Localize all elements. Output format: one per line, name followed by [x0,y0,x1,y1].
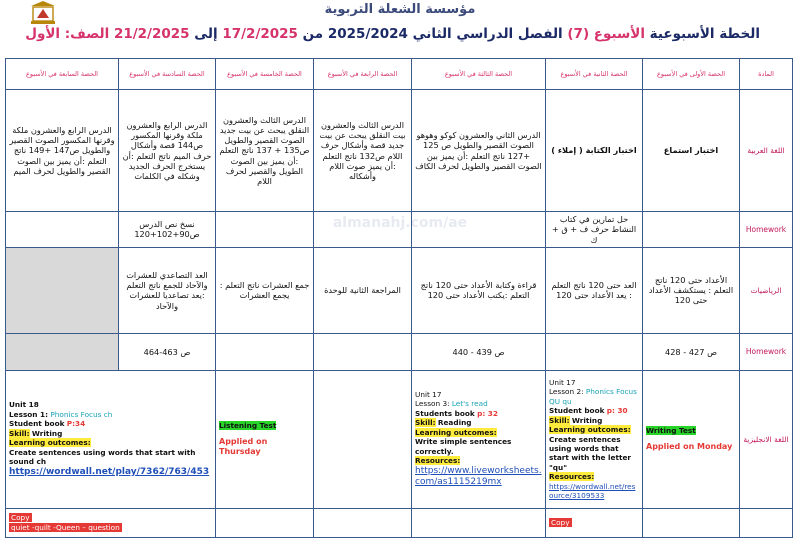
copy-label-period-6-7: Copy [11,513,30,523]
math-row [6,247,793,333]
e3-lesson: Lesson 3: [415,399,450,409]
watermark: almanahj.com/ae [332,215,468,231]
col-period-5: الحصة الخامسة في الأسبوع [216,59,314,90]
arabic-period-3: الدرس الثاني والعشرون كوكو وهوهو الصوت القصير والطويل ص 125 +127 ناتج التعلم :أن يميز بين الصوت القصير والطويل لحرف الكاف [412,90,546,212]
arabic-period-4: الدرس الثالث والعشرون بيت النقلق يبحث عن بيت جديد قصة وأشكال حرف اللام ص132 ناتج التعلم :أن يميز صوت اللام وأشكاله [314,90,412,212]
e67-outcomes: Create sentences using words that start with sound ch [9,447,196,467]
col-period-6: الحصة السادسة في الأسبوع [119,59,216,90]
e67-page: P:34 [66,419,86,429]
title-part1: الخطة الأسبوعية [649,26,760,42]
e3-unit: Unit 17 [415,389,442,399]
class-label: الصف: الأول [25,26,110,42]
e2-page: p: 30 [606,406,628,416]
e3-outcomes-label: Learning outcomes: [415,427,497,437]
col-subject: المادة [740,59,793,90]
arabic-period-5: الدرس الثالث والعشرون النقلق يبحث عن بيت جديد الصوت القصير والطويل ص135 + 137 ناتج التعلم :أن يميز بين الصوت الطويل والقصير لحرف اللام [216,90,314,212]
hw2-period-7 [6,333,119,370]
col-period-2: الحصة الثانية في الأسبوع [546,59,643,90]
col-period-7: الحصة السابعة في الأسبوع [6,59,119,90]
math-period-4: المراجعة الثانية للوحدة [314,247,412,333]
hw1-period-7 [6,212,119,248]
applied-thursday: Applied on Thursday [219,436,268,456]
e2-skill: Writing [571,415,603,425]
e3-lesson-topic: Let's read [451,399,488,409]
e2-lesson-topic: Phonics Focus [585,387,637,397]
hw2-period-5 [216,333,314,370]
e67-book: Student book [9,419,65,429]
e3-page: p: 32 [477,408,498,418]
arabic-period-6: الدرس الرابع والعشرون ملكة وقرنها المكسور ص144 قصة وأشكال حرف الميم ناتج التعلم :أن يستخرج الحرف الجديد وشكله في الكلمات [119,90,216,212]
copy-period-1 [643,508,740,537]
copy-subject [740,508,793,537]
header-row [6,59,793,90]
date-from: 17/2/2025 [222,26,298,42]
e2-sound: QU qu [549,396,572,406]
plan-title [25,26,760,42]
school-name: مؤسسة الشعلة التربوية [324,2,476,17]
e2-resource-link[interactable]: https://wordwall.net/resource/3109533 [549,481,636,501]
copy-label-period-2: Copy [551,518,570,527]
hw1-period-2: حل تمارين في كتاب النشاط حرف ف + ق + ك [546,212,643,248]
title-week: الأسبوع (7) [567,26,645,42]
copy-period-3 [412,508,546,537]
arabic-period-1: اختبار استماع [643,90,740,212]
applied-monday: Applied on Monday [646,441,733,451]
english-period-2 [546,370,643,508]
e67-skill: Writing [31,428,63,438]
copy-period-2 [546,508,643,537]
col-period-4: الحصة الرابعة في الأسبوع [314,59,412,90]
e2-skill-label: Skill: [549,415,570,425]
copy-period-6-7 [6,508,216,537]
col-period-1: الحصة الأولى في الأسبوع [643,59,740,90]
homework-row-1 [6,212,793,248]
english-period-6-7 [6,370,216,508]
english-period-4 [314,370,412,508]
copy-period-5 [216,508,314,537]
copy-row [6,508,793,537]
e3-resource-link[interactable]: https://www.liveworksheets.com/as1115219mx [415,465,542,488]
subject-arabic: اللغة العربية [740,90,793,212]
hw2-period-2 [546,333,643,370]
math-period-2: العد حتى 120 ناتج التعلم : يعد الأعداد حتى 120 [546,247,643,333]
weekly-plan-table [5,58,793,538]
homework-label-1: Homework [740,212,793,248]
e2-outcomes: Create sentences using words that start with the letter "qu" [549,434,631,472]
hw1-period-3 [412,212,546,248]
arabic-period-7: الدرس الرابع والعشرون ملكة وقرنها المكسور الصوت القصير والطويل ص147 +149 ناتج التعلم :أن يميز بين الصوت القصير والطويل لحرف الميم [6,90,119,212]
e67-resource-link[interactable]: https://wordwall.net/play/7362/763/453 [9,466,210,477]
math-period-6: العد التصاعدي للعشرات والآحاد للجمع ناتج التعلم :يعد تصاعديا للعشرات والآحاد [119,247,216,333]
copy-words: quiet -quilt -Queen – question [11,522,120,532]
e3-book: Students book [415,408,475,418]
english-row [6,370,793,508]
e2-lesson: Lesson 2: [549,387,584,397]
e3-outcomes: Write simple sentences correctly. [415,437,512,456]
math-period-5: جمع العشرات ناتج التعلم : يجمع العشرات [216,247,314,333]
e3-skill-label: Skill: [415,418,436,428]
hw1-period-4 [314,212,412,248]
title-to: إلى [194,26,218,42]
copy-period-4 [314,508,412,537]
math-period-1: الأعداد حتى 120 ناتج التعلم : يستكشف الأعداد حتى 120 [643,247,740,333]
english-period-3 [412,370,546,508]
writing-test-label: Writing Test [646,426,696,436]
homework-row-2 [6,333,793,370]
col-period-3: الحصة الثالثة في الأسبوع [412,59,546,90]
hw1-period-1 [643,212,740,248]
hw2-period-1: ص 427 - 428 [643,333,740,370]
e3-resources-label: Resources: [415,456,461,466]
math-period-7 [6,247,119,333]
hw2-period-4 [314,333,412,370]
hw2-period-6: ص 463-464 [119,333,216,370]
e67-unit: Unit 18 [9,400,39,410]
e67-lesson-topic: Phonics Focus ch [50,409,113,419]
hw1-period-6: نسخ نص الدرس ص90+102+120 [119,212,216,248]
math-period-3: قراءة وكتابة الأعداد حتى 120 ناتج التعلم :يكتب الأعداد حتى 120 [412,247,546,333]
e67-outcomes-label: Learning outcomes: [9,438,91,448]
arabic-period-2: اختبار الكتابة ( إملاء ) [546,90,643,212]
hw2-period-3: ص 439 - 440 [412,333,546,370]
subject-english: اللغة الانجليزية [740,370,793,508]
e2-resources-label: Resources: [549,472,595,482]
subject-math: الرياضيات [740,247,793,333]
english-period-1 [643,370,740,508]
e67-skill-label: Skill: [9,428,30,438]
title-part2: الفصل الدراسي الثاني 2025/2024 من [302,26,563,42]
homework-label-2: Homework [740,333,793,370]
e2-book: Student book [549,406,605,416]
e67-lesson: Lesson 1: [9,409,49,419]
e2-outcomes-label: Learning outcomes: [549,425,631,435]
arabic-row [6,90,793,212]
english-period-5 [216,370,314,508]
date-to: 21/2/2025 [113,26,190,42]
e2-unit: Unit 17 [549,377,576,387]
e3-skill: Reading [437,418,472,428]
hw1-period-5 [216,212,314,248]
listening-test-label: Listening Test [219,421,277,431]
